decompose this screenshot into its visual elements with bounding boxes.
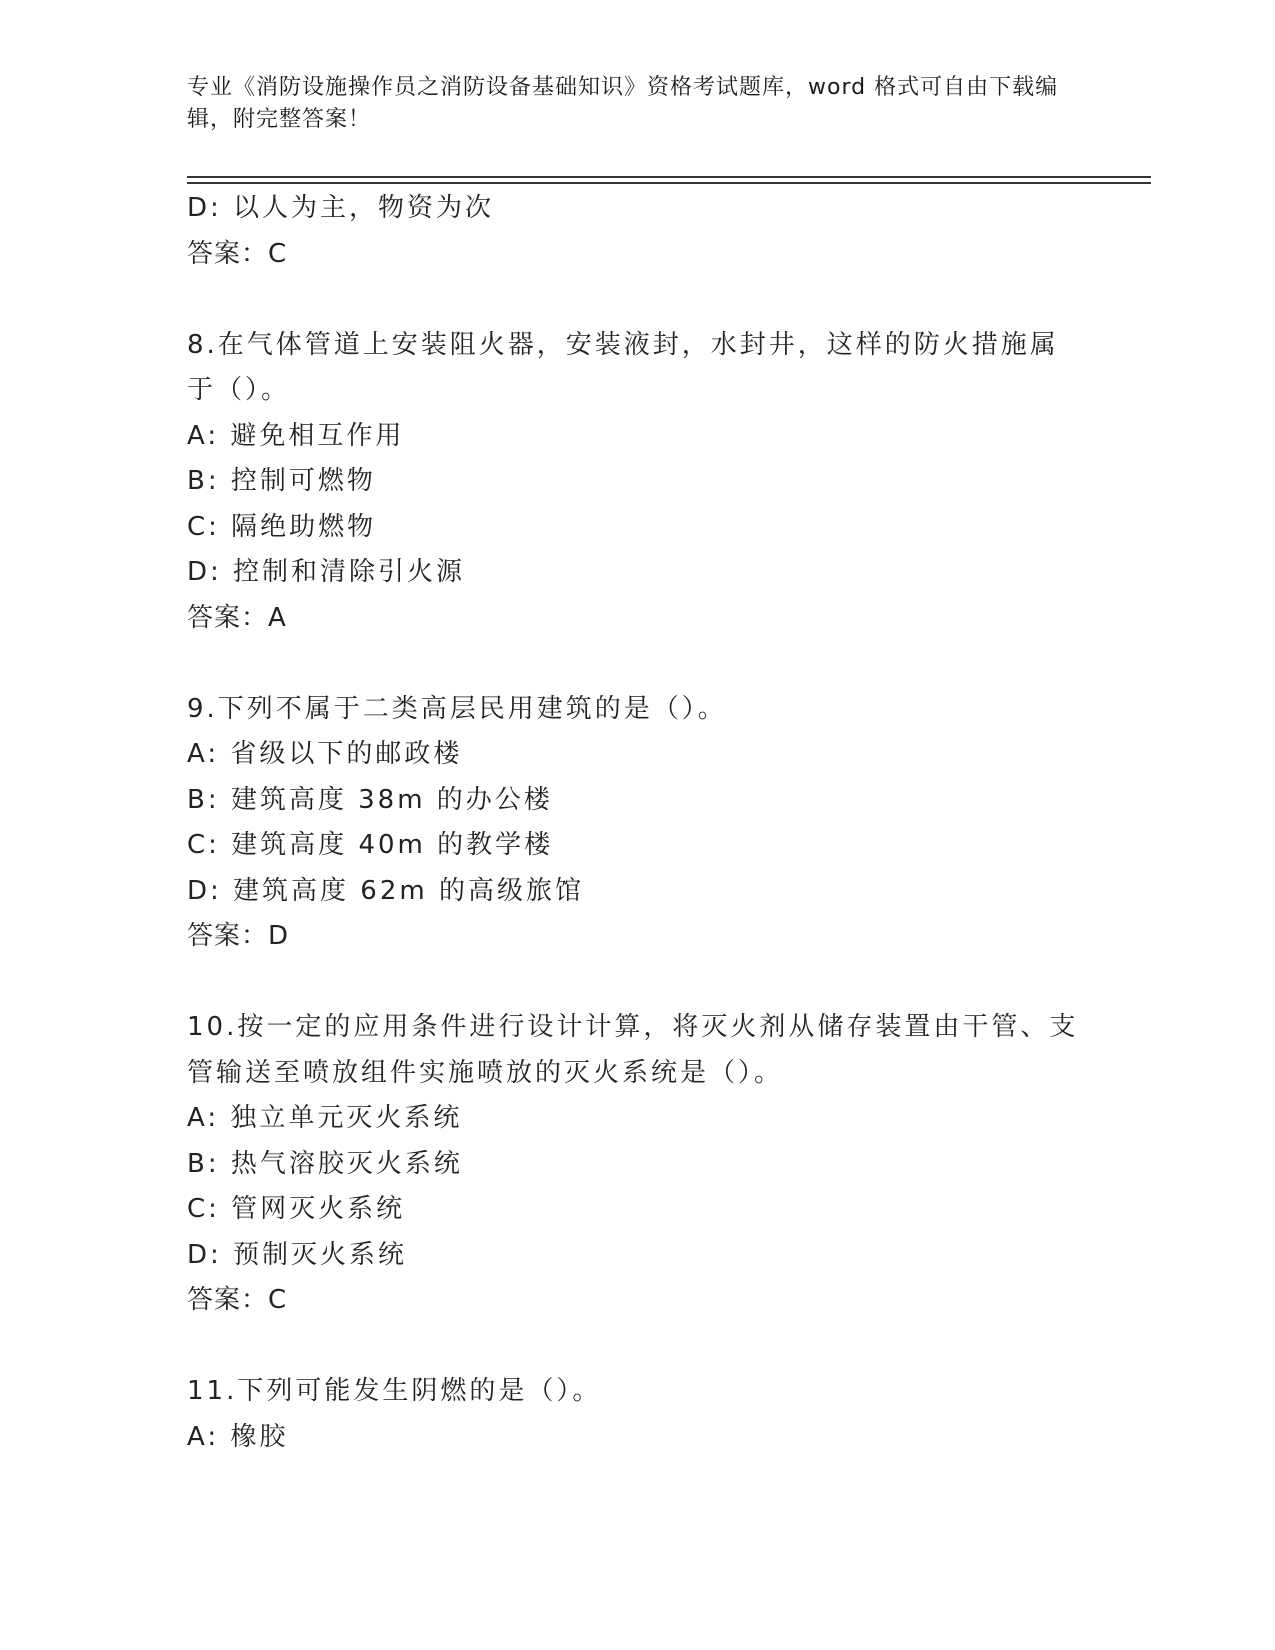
question-content <box>187 186 1087 1460</box>
answer-line: 答案：C <box>187 238 288 269</box>
question-10 <box>187 1005 1087 1324</box>
option-d: D: 控制和清除引火源 <box>187 557 466 587</box>
question-8 <box>187 323 1087 642</box>
document-header <box>187 72 1087 136</box>
header-divider-top <box>187 176 1151 178</box>
header-intro-text: 专业《消防设施操作员之消防设备基础知识》资格考试题库，word 格式可自由下载编辑，附完整答案！ <box>187 75 1059 132</box>
option-b: B: 控制可燃物 <box>187 466 376 496</box>
option-c: C: 隔绝助燃物 <box>187 511 377 542</box>
question-title-line: 9.下列不属于二类高层民用建筑的是（）。 <box>187 693 727 724</box>
answer-line: 答案：C <box>187 1285 288 1315</box>
answer-line: 答案：A <box>187 602 287 633</box>
spacer <box>187 960 1087 1006</box>
option-d: D: 预制灭火系统 <box>187 1239 408 1270</box>
option-c: C: 建筑高度 40m 的教学楼 <box>187 830 554 860</box>
option-a: A: 橡胶 <box>187 1421 289 1452</box>
option-d: D: 建筑高度 62m 的高级旅馆 <box>187 875 584 906</box>
option-b: B: 建筑高度 38m 的办公楼 <box>187 784 553 815</box>
header-divider-bottom <box>187 182 1151 184</box>
answer-line: 答案：D <box>187 921 290 951</box>
question-title-line: 于（）。 <box>187 375 291 405</box>
spacer <box>187 641 1087 687</box>
question-title-line: 10.按一定的应用条件进行设计计算，将灭火剂从储存装置由干管、支 <box>187 1012 1079 1042</box>
question-title-line: 管输送至喷放组件实施喷放的灭火系统是（）。 <box>187 1057 784 1088</box>
spacer <box>187 1324 1087 1370</box>
option-a: A: 省级以下的邮政楼 <box>187 739 463 769</box>
question-title-line: 8.在气体管道上安装阻火器，安装液封，水封井，这样的防火措施属 <box>187 329 1059 360</box>
option-a: A: 独立单元灭火系统 <box>187 1103 463 1133</box>
option-b: B: 热气溶胶灭火系统 <box>187 1148 463 1179</box>
option-a: A: 避免相互作用 <box>187 420 405 451</box>
question-title-line: 11.下列可能发生阴燃的是（）。 <box>187 1376 602 1406</box>
question-9 <box>187 687 1087 960</box>
spacer <box>187 277 1087 323</box>
question-11 <box>187 1369 1087 1460</box>
option-d: D: 以人为主，物资为次 <box>187 193 495 223</box>
option-c: C: 管网灭火系统 <box>187 1194 406 1224</box>
